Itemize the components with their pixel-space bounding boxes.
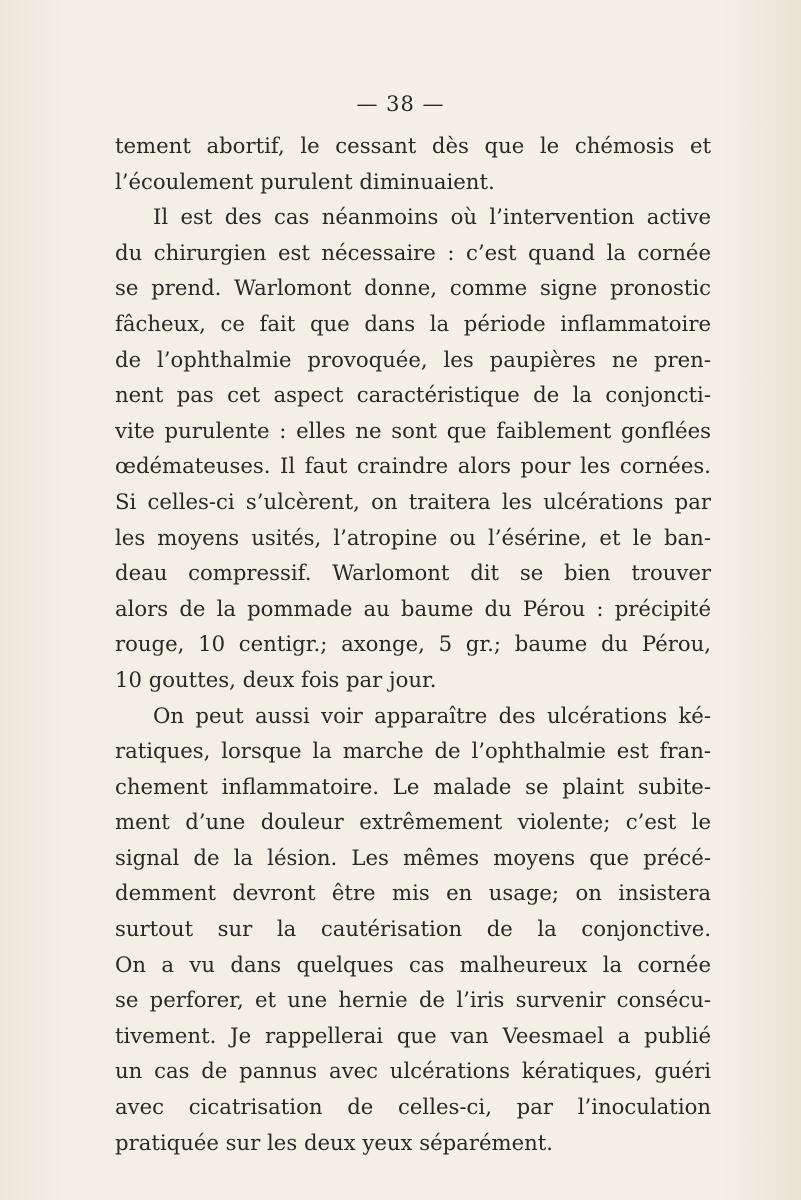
text-line: ment d’une douleur extrêmement violente; c’est le bbox=[115, 809, 711, 835]
text-line: pratiquée sur les deux yeux séparément. bbox=[115, 1129, 554, 1155]
text-line: Il est des cas néanmoins où l’intervention active bbox=[153, 204, 711, 230]
page-number: — 38 — bbox=[356, 92, 445, 116]
text-line: deau compressif. Warlomont dit se bien trouver bbox=[115, 560, 711, 586]
text-line: chement inflammatoire. Le malade se plaint subite- bbox=[115, 773, 711, 799]
text-line: surtout sur la cautérisation de la conjonctive. bbox=[115, 916, 711, 942]
body-text bbox=[115, 128, 711, 1160]
text-line: un cas de pannus avec ulcérations kératiques, guéri bbox=[115, 1058, 711, 1084]
text-line: alors de la pommade au baume du Pérou : précipité bbox=[115, 595, 711, 621]
text-line: les moyens usités, l’atropine ou l’ésérine, et le ban- bbox=[115, 524, 711, 550]
text-line: du chirurgien est nécessaire : c’est quand la cornée bbox=[115, 239, 711, 265]
text-line: demment devront être mis en usage; on insistera bbox=[115, 880, 711, 906]
text-line: signal de la lésion. Les mêmes moyens que précé- bbox=[115, 844, 711, 870]
text-line: se perforer, et une hernie de l’iris survenir consécu- bbox=[115, 987, 711, 1013]
text-line: 10 gouttes, deux fois par jour. bbox=[115, 666, 437, 692]
text-line: rouge, 10 centigr.; axonge, 5 gr.; baume du Pérou, bbox=[115, 631, 711, 657]
text-line: avec cicatrisation de celles-ci, par l’inoculation bbox=[115, 1094, 711, 1120]
text-line: On peut aussi voir apparaître des ulcérations ké- bbox=[153, 702, 711, 728]
text-line: vite purulente : elles ne sont que faiblement gonflées bbox=[115, 417, 711, 443]
text-line: tement abortif, le cessant dès que le chémosis et bbox=[115, 133, 711, 158]
text-line: nent pas cet aspect caractéristique de la conjoncti- bbox=[115, 382, 711, 408]
text-line: On a vu dans quelques cas malheureux la cornée bbox=[115, 951, 711, 977]
text-line: œdémateuses. Il faut craindre alors pour les cornées. bbox=[115, 453, 711, 479]
text-line: fâcheux, ce fait que dans la période inflammatoire bbox=[115, 310, 711, 336]
text-line: se prend. Warlomont donne, comme signe pronostic bbox=[115, 275, 711, 301]
text-line: tivement. Je rappellerai que van Veesmael a publié bbox=[115, 1022, 711, 1048]
text-line: de l’ophthalmie provoquée, les paupières ne pren- bbox=[115, 346, 711, 372]
text-line: l’écoulement purulent diminuaient. bbox=[115, 168, 495, 194]
text-line: ratiques, lorsque la marche de l’ophthalmie est fran- bbox=[115, 738, 711, 764]
text-line: Si celles-ci s’ulcèrent, on traitera les ulcérations par bbox=[115, 488, 711, 514]
